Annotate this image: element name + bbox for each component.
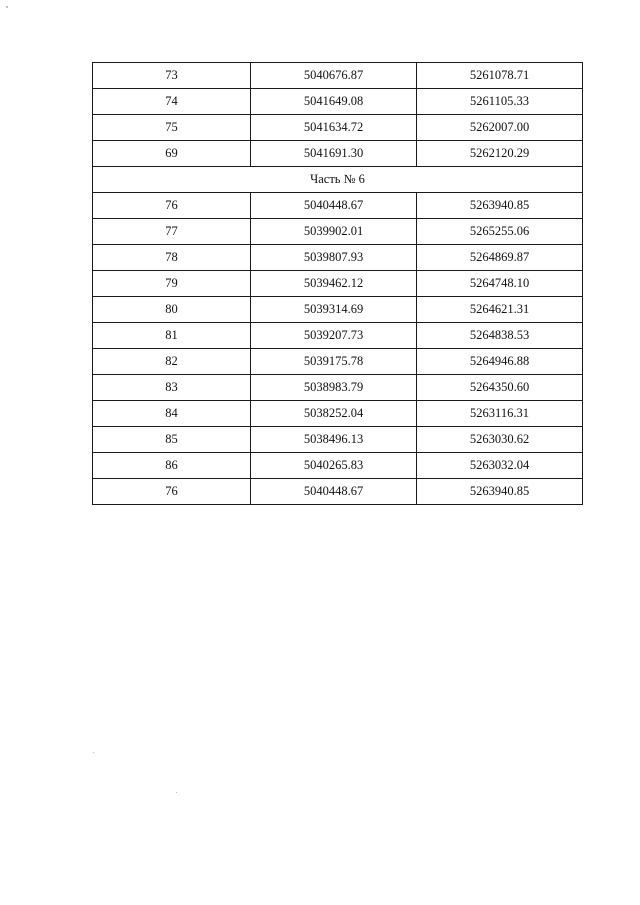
y-coordinate-cell: 5261078.71 bbox=[417, 63, 583, 89]
table-row bbox=[93, 63, 583, 89]
y-coordinate-cell: 5264621.31 bbox=[417, 297, 583, 323]
table-row bbox=[93, 115, 583, 141]
x-coordinate-cell: 5038496.13 bbox=[251, 427, 417, 453]
x-coordinate-cell: 5040448.67 bbox=[251, 479, 417, 505]
point-number-cell: 73 bbox=[93, 63, 251, 89]
y-coordinate-cell: 5262007.00 bbox=[417, 115, 583, 141]
table-row bbox=[93, 193, 583, 219]
point-number-cell: 81 bbox=[93, 323, 251, 349]
table-row bbox=[93, 323, 583, 349]
table-row bbox=[93, 271, 583, 297]
table-row bbox=[93, 401, 583, 427]
x-coordinate-cell: 5039462.12 bbox=[251, 271, 417, 297]
point-number-cell: 82 bbox=[93, 349, 251, 375]
table-row bbox=[93, 219, 583, 245]
y-coordinate-cell: 5264869.87 bbox=[417, 245, 583, 271]
x-coordinate-cell: 5039902.01 bbox=[251, 219, 417, 245]
point-number-cell: 83 bbox=[93, 375, 251, 401]
coordinates-table-body bbox=[93, 63, 583, 505]
coordinates-table bbox=[92, 62, 583, 505]
y-coordinate-cell: 5264748.10 bbox=[417, 271, 583, 297]
point-number-cell: 77 bbox=[93, 219, 251, 245]
x-coordinate-cell: 5040448.67 bbox=[251, 193, 417, 219]
scan-speck bbox=[176, 792, 177, 793]
y-coordinate-cell: 5263030.62 bbox=[417, 427, 583, 453]
x-coordinate-cell: 5039175.78 bbox=[251, 349, 417, 375]
table-row bbox=[93, 375, 583, 401]
x-coordinate-cell: 5038252.04 bbox=[251, 401, 417, 427]
y-coordinate-cell: 5263032.04 bbox=[417, 453, 583, 479]
point-number-cell: 75 bbox=[93, 115, 251, 141]
y-coordinate-cell: 5264838.53 bbox=[417, 323, 583, 349]
point-number-cell: 69 bbox=[93, 141, 251, 167]
x-coordinate-cell: 5038983.79 bbox=[251, 375, 417, 401]
point-number-cell: 76 bbox=[93, 193, 251, 219]
point-number-cell: 74 bbox=[93, 89, 251, 115]
scan-speck bbox=[6, 6, 8, 8]
y-coordinate-cell: 5261105.33 bbox=[417, 89, 583, 115]
point-number-cell: 79 bbox=[93, 271, 251, 297]
x-coordinate-cell: 5039807.93 bbox=[251, 245, 417, 271]
x-coordinate-cell: 5039207.73 bbox=[251, 323, 417, 349]
table-row bbox=[93, 89, 583, 115]
point-number-cell: 86 bbox=[93, 453, 251, 479]
x-coordinate-cell: 5040676.87 bbox=[251, 63, 417, 89]
table-row bbox=[93, 297, 583, 323]
table-row bbox=[93, 245, 583, 271]
x-coordinate-cell: 5041649.08 bbox=[251, 89, 417, 115]
y-coordinate-cell: 5262120.29 bbox=[417, 141, 583, 167]
y-coordinate-cell: 5263940.85 bbox=[417, 193, 583, 219]
table-row bbox=[93, 479, 583, 505]
y-coordinate-cell: 5263940.85 bbox=[417, 479, 583, 505]
y-coordinate-cell: 5264946.88 bbox=[417, 349, 583, 375]
x-coordinate-cell: 5039314.69 bbox=[251, 297, 417, 323]
scan-speck bbox=[93, 752, 94, 753]
table-row bbox=[93, 349, 583, 375]
table-row bbox=[93, 427, 583, 453]
table-row bbox=[93, 141, 583, 167]
table-row bbox=[93, 453, 583, 479]
y-coordinate-cell: 5264350.60 bbox=[417, 375, 583, 401]
x-coordinate-cell: 5041634.72 bbox=[251, 115, 417, 141]
point-number-cell: 84 bbox=[93, 401, 251, 427]
x-coordinate-cell: 5040265.83 bbox=[251, 453, 417, 479]
point-number-cell: 76 bbox=[93, 479, 251, 505]
section-header-row bbox=[93, 167, 583, 193]
point-number-cell: 78 bbox=[93, 245, 251, 271]
point-number-cell: 80 bbox=[93, 297, 251, 323]
x-coordinate-cell: 5041691.30 bbox=[251, 141, 417, 167]
point-number-cell: 85 bbox=[93, 427, 251, 453]
section-label: Часть № 6 bbox=[93, 167, 583, 193]
y-coordinate-cell: 5263116.31 bbox=[417, 401, 583, 427]
y-coordinate-cell: 5265255.06 bbox=[417, 219, 583, 245]
